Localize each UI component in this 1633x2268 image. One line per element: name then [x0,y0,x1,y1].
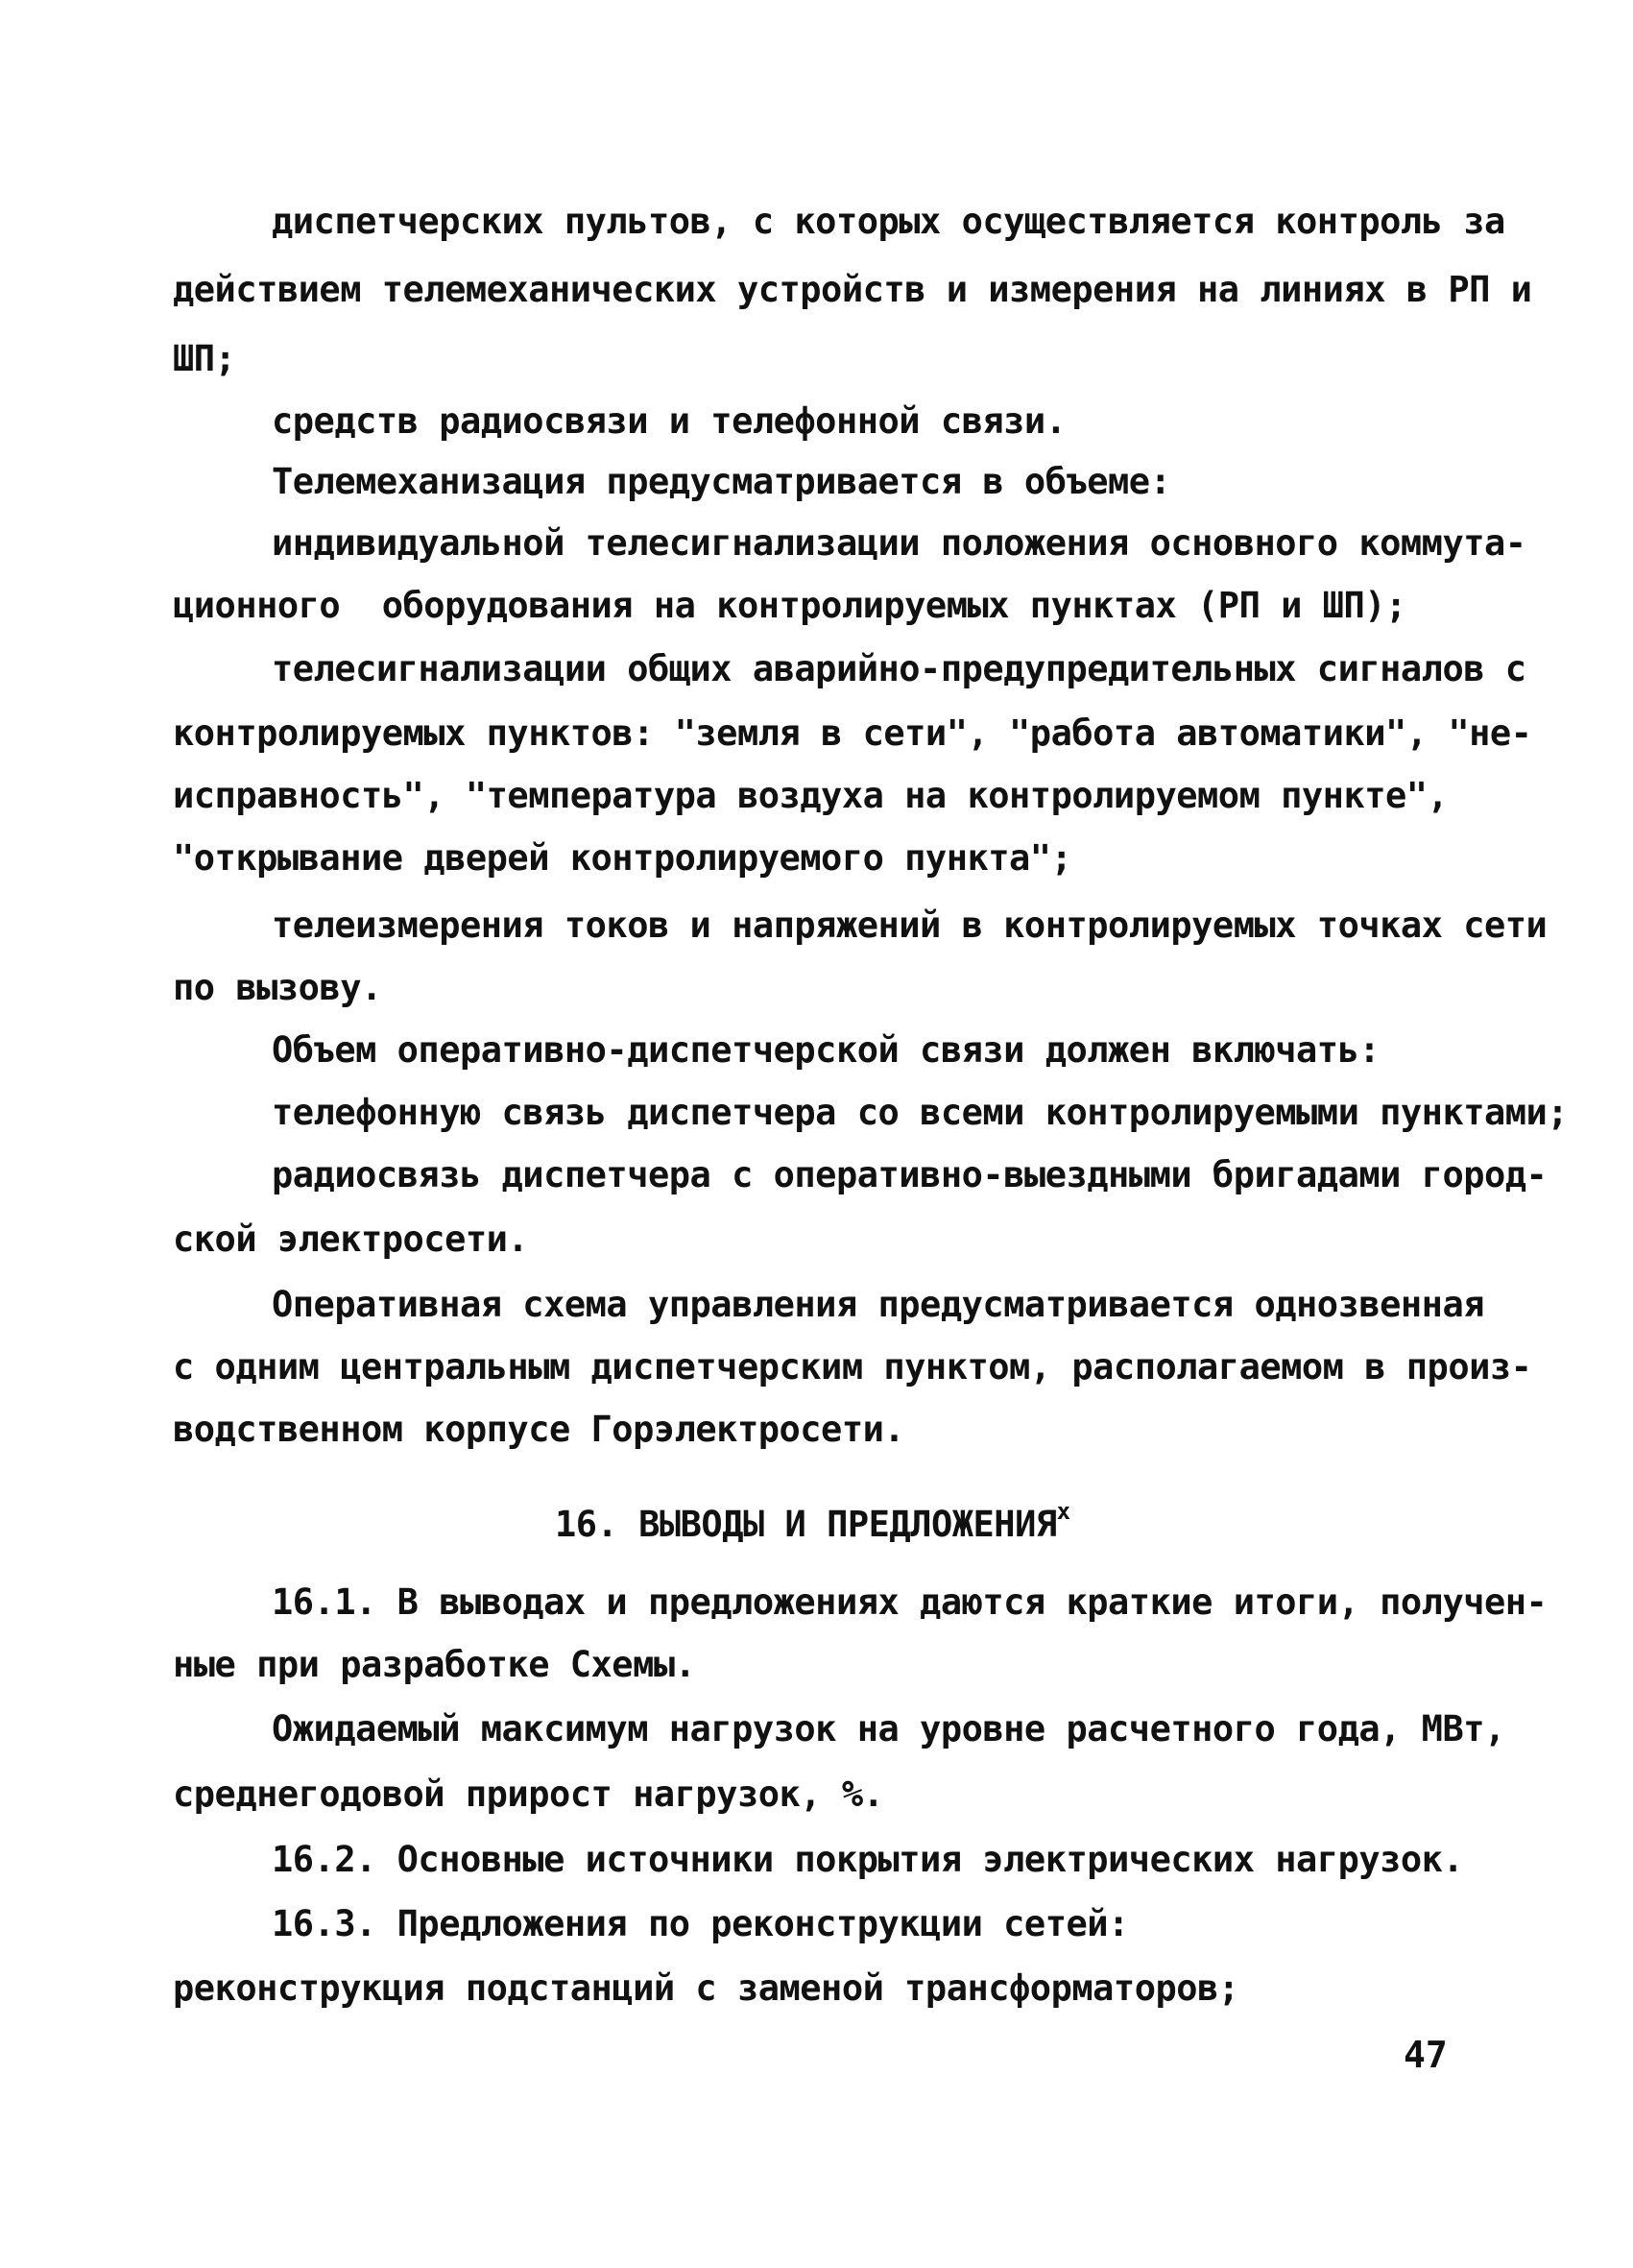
text-line: водственном корпусе Горэлектросети. [173,1409,905,1450]
text-line: реконструкция подстанций с заменой трансформаторов; [173,1967,1239,2009]
text-line: ШП; [173,338,236,379]
text-line: радиосвязь диспетчера с оперативно-выездными бригадами город- [272,1154,1548,1195]
text-line: с одним центральным диспетчерским пунктом, располагаемом в произ- [173,1346,1532,1387]
text-line: среднегодовой прирост нагрузок, %. [173,1773,884,1815]
text-line: Телемеханизация предусматривается в объеме: [272,461,1171,502]
text-line: Оперативная схема управления предусматривается однозвенная [272,1284,1485,1325]
section-heading-text: 16. ВЫВОДЫ И ПРЕДЛОЖЕНИЯ [555,1504,1057,1545]
text-line: "открывание дверей контролируемого пункта"; [173,837,1072,879]
text-line: средств радиосвязи и телефонной связи. [272,400,1067,442]
text-line: 16.2. Основные источники покрытия электрических нагрузок. [272,1839,1464,1880]
text-line: контролируемых пунктов: "земля в сети", "работа автоматики", "не- [173,712,1532,754]
text-line: исправность", "температура воздуха на контролируемом пункте", [173,775,1449,816]
text-line: Объем оперативно-диспетчерской связи должен включать: [272,1029,1381,1071]
section-heading [555,1498,1070,1545]
text-line: ционного оборудования на контролируемых пунктах (РП и ШП); [173,585,1406,626]
text-line: диспетчерских пультов, с которых осуществляется контроль за [272,201,1505,242]
text-line: 16.3. Предложения по реконструкции сетей: [272,1903,1129,1944]
text-line: телеизмерения токов и напряжений в контролируемых точках сети [272,905,1548,946]
text-line: по вызову. [173,967,382,1008]
text-line: индивидуальной телесигнализации положения основного коммута- [272,522,1526,564]
text-line: действием телемеханических устройств и измерения на линиях в РП и [173,269,1532,310]
page-number: 47 [1404,2034,1448,2076]
text-line: ской электросети. [173,1218,529,1260]
text-line: телесигнализации общих аварийно-предупредительных сигналов с [272,648,1526,689]
text-line: ные при разработке Схемы. [173,1644,696,1685]
footnote-mark: x [1056,1498,1070,1525]
text-line: 16.1. В выводах и предложениях даются краткие итоги, получен- [272,1581,1548,1623]
text-line: Ожидаемый максимум нагрузок на уровне расчетного года, МВт, [272,1708,1505,1749]
text-line: телефонную связь диспетчера со всеми контролируемыми пунктами; [272,1092,1569,1133]
